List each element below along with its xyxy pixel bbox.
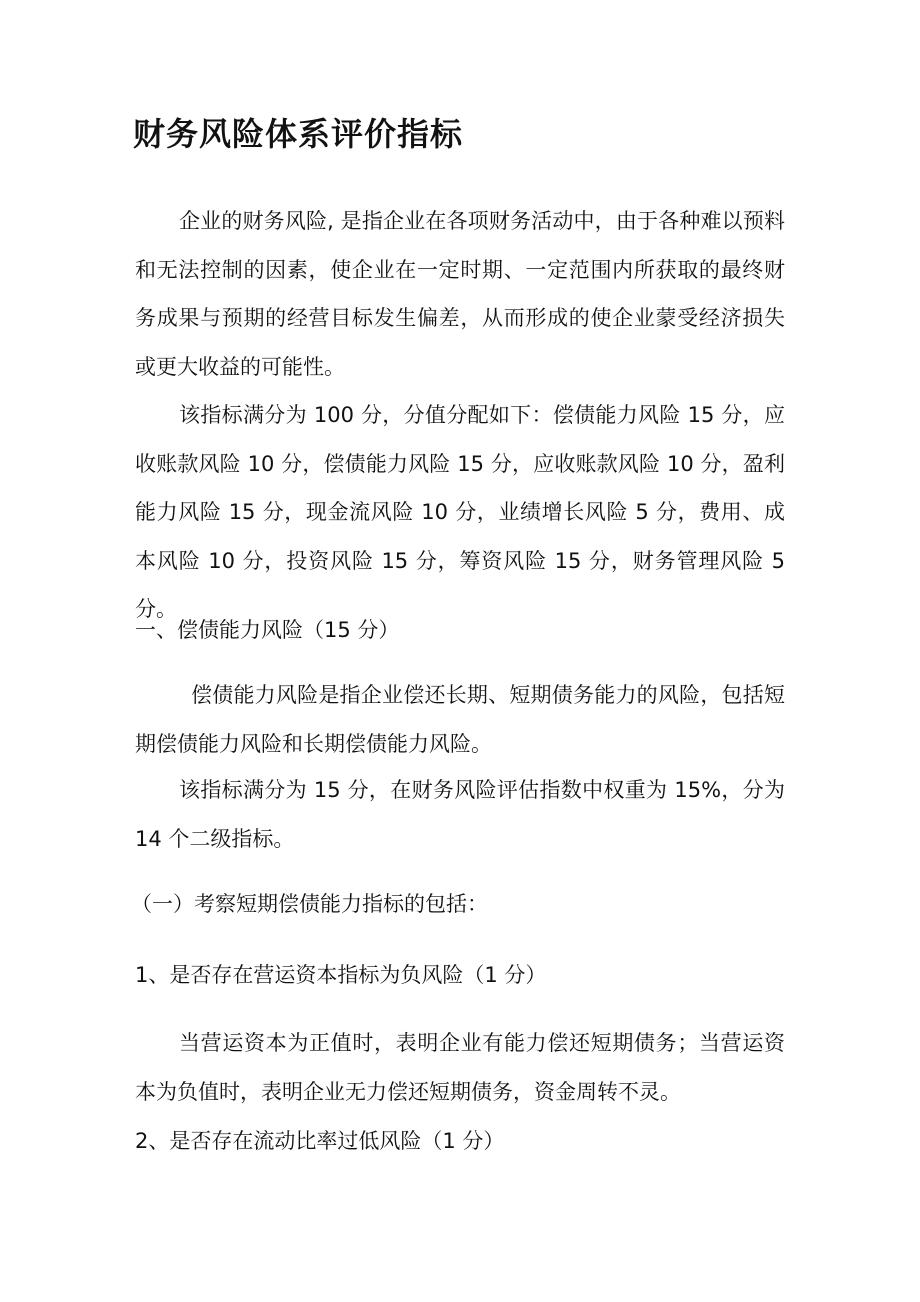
working-capital-description: 当营运资本为正值时，表明企业有能力偿还短期债务；当营运资本为负值时，表明企业无力偿还短期债务，资金周转不灵。 [135,1031,785,1104]
solvency-risk-weight-paragraph: 该指标满分为 15 分，在财务风险评估指数中权重为 15%，分为 14 个二级指标。 [135,778,785,851]
solvency-risk-description: 偿债能力风险是指企业偿还长期、短期债务能力的风险，包括短期偿债能力风险和长期偿债能力风险。 [135,683,785,756]
intro-paragraph: 企业的财务风险, 是指企业在各项财务活动中，由于各种难以预料和无法控制的因素，使企业在一定时期、一定范围内所获取的最终财务成果与预期的经营目标发生偏差，从而形成的使企业蒙受经济损失或更大收益的可能性。 [135,209,785,379]
subsection-heading-short-term-solvency: （一）考察短期偿债能力指标的包括： [131,892,488,916]
document-title: 财务风险体系评价指标 [133,115,464,153]
item-heading-working-capital: 1、是否存在营运资本指标为负风险（1 分） [135,963,547,987]
score-allocation-paragraph: 该指标满分为 100 分，分值分配如下：偿债能力风险 15 分，应收账款风险 10 分，偿债能力风险 15 分，应收账款风险 10 分，盈利能力风险 15 分，现金流风险 10 分，业绩增长风险 5 分，费用、成本风险 10 分，投资风险 15 分，筹资风险 15 分，财务管理风险 5 分。 [135,403,785,621]
section-heading-solvency-risk: 一、偿债能力风险（15 分） [135,618,400,642]
item-heading-current-ratio: 2、是否存在流动比率过低风险（1 分） [135,1129,505,1153]
